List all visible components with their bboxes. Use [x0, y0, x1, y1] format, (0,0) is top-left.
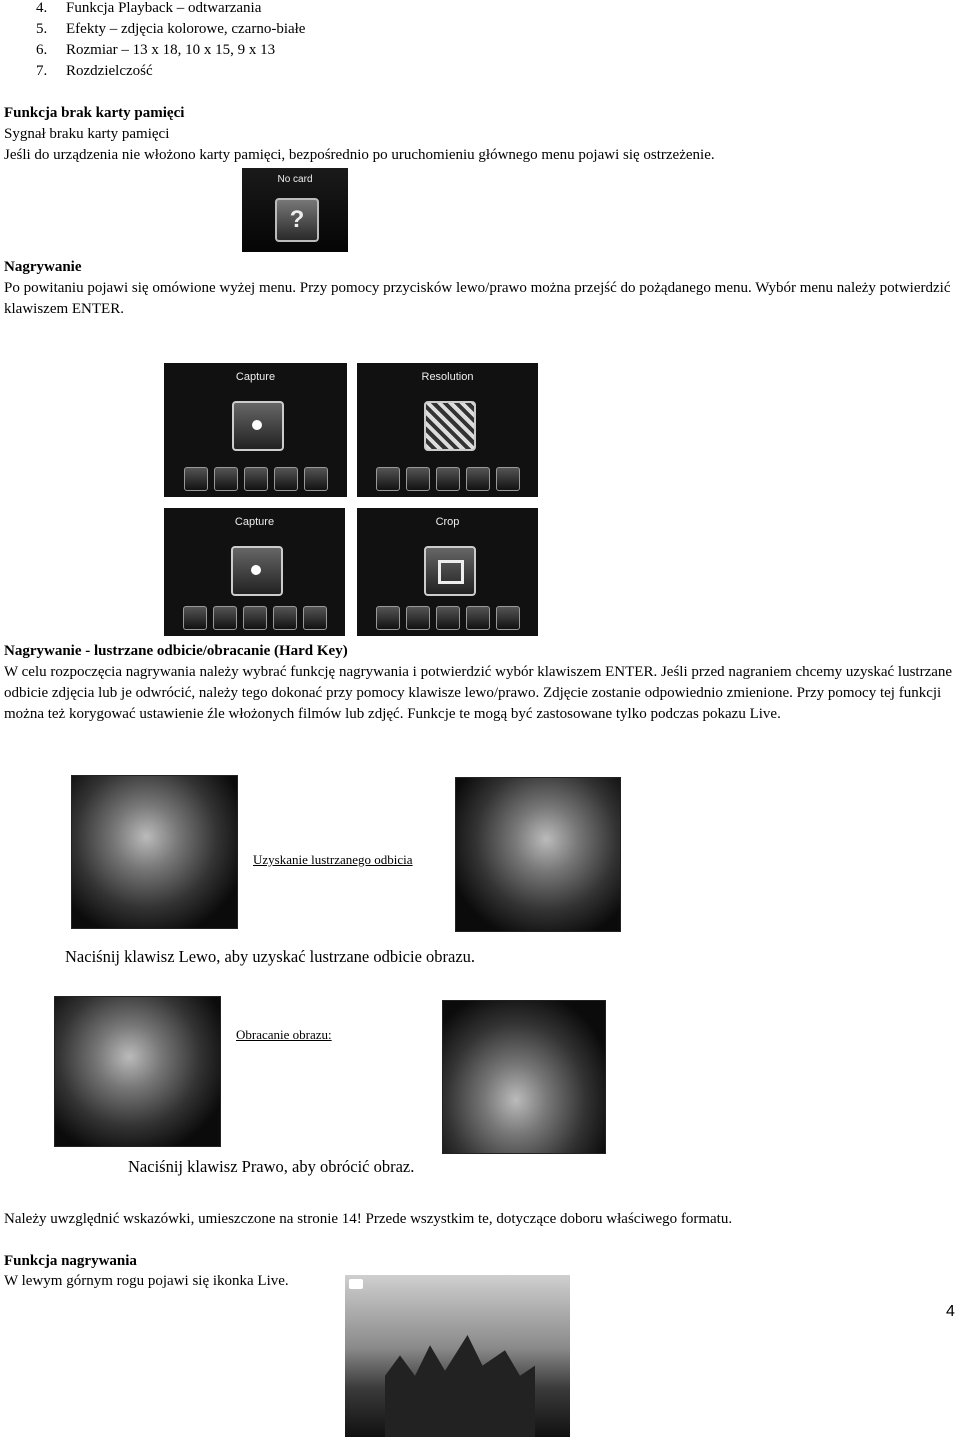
menu-icon: [496, 606, 520, 630]
mirror-link[interactable]: Uzyskanie lustrzanego odbicia: [253, 852, 413, 867]
menu-icon: [214, 467, 238, 491]
menu-title: Resolution: [421, 371, 474, 383]
section-heading-recording: Nagrywanie: [4, 259, 82, 275]
capture-icon: [232, 401, 284, 451]
dog-photo-original: [71, 775, 238, 929]
menu-icon: [496, 467, 520, 491]
no-card-label: No card: [277, 174, 313, 185]
castle-photo: [345, 1275, 570, 1437]
crop-icon: [424, 546, 476, 596]
menu-screenshot-capture: [164, 508, 345, 636]
mirror-description: W celu rozpoczęcia nagrywania należy wybrać funkcję nagrywania i potwierdzić wybór klawiszem ENTER. Jeśli przed nagraniem chcemy uzyskać lustrzane odbicie zdjęcia lub je odwrócić, należy tego dokonać przy pomocy klawisze lewo/prawo. Zdjęcie zostanie odpowiednio zmienione. Przy pomocy tej funkcji można też korygować ustawienie źle włożonych filmów lub zdjęć. Funkcje te mogą być zastosowane tylko podczas pokazu Live.: [4, 664, 953, 722]
menu-title: Crop: [435, 516, 460, 528]
menu-icon: [406, 467, 430, 491]
format-note: Należy uwzględnić wskazówki, umieszczone na stronie 14! Przede wszystkim te, dotyczące doboru właściwego formatu.: [4, 1211, 733, 1227]
menu-icon-row: [357, 467, 538, 491]
list-item: 6. Rozmiar – 13 x 18, 10 x 15, 9 x 13: [36, 42, 276, 58]
menu-screenshot-capture: [164, 363, 347, 497]
section-heading-mirror: Nagrywanie - lustrzane odbicie/obracanie (Hard Key): [4, 643, 348, 659]
menu-screenshot-crop: [357, 508, 538, 636]
menu-icon: [466, 467, 490, 491]
dog-photo-original: [54, 996, 221, 1147]
no-card-signal-text: Sygnał braku karty pamięci: [4, 126, 170, 142]
menu-icon: [466, 606, 490, 630]
menu-icon: [436, 467, 460, 491]
menu-icon: [184, 467, 208, 491]
section-heading-no-card: Funkcja brak karty pamięci: [4, 105, 185, 121]
menu-icon: [436, 606, 460, 630]
menu-icon: [243, 606, 267, 630]
record-function-description: W lewym górnym rogu pojawi się ikonka Live.: [4, 1273, 289, 1289]
menu-icon-row: [164, 467, 347, 491]
capture-icon: [231, 546, 283, 596]
no-card-description: Jeśli do urządzenia nie włożono karty pamięci, bezpośrednio po uruchomieniu głównego menu pojawi się ostrzeżenie.: [4, 147, 715, 163]
menu-icon: [304, 467, 328, 491]
rotate-link[interactable]: Obracanie obrazu:: [236, 1027, 332, 1042]
menu-screenshot-resolution: [357, 363, 538, 497]
menu-icon-row: [357, 606, 538, 630]
menu-icon: [406, 606, 430, 630]
section-heading-record-function: Funkcja nagrywania: [4, 1253, 137, 1269]
menu-icon: [183, 606, 207, 630]
menu-title: Capture: [234, 516, 275, 528]
menu-icon: [244, 467, 268, 491]
menu-icon-row: [164, 606, 345, 630]
dog-photo-mirrored: [455, 777, 621, 932]
menu-title: Capture: [235, 371, 276, 383]
list-item: 5. Efekty – zdjęcia kolorowe, czarno-białe: [36, 21, 306, 37]
list-item: 4. Funkcja Playback – odtwarzania: [36, 0, 262, 16]
menu-icon: [376, 467, 400, 491]
live-icon: [349, 1279, 363, 1289]
question-icon: ?: [275, 198, 319, 242]
no-card-screenshot: [242, 168, 348, 252]
list-item: 7. Rozdzielczość: [36, 63, 153, 79]
menu-icon: [273, 606, 297, 630]
rotate-caption: Naciśnij klawisz Prawo, aby obrócić obraz.: [128, 1157, 415, 1176]
recording-description: Po powitaniu pojawi się omówione wyżej menu. Przy pomocy przycisków lewo/prawo można przejść do pożądanego menu. Wybór menu należy potwierdzić klawiszem ENTER.: [4, 280, 951, 317]
mirror-caption: Naciśnij klawisz Lewo, aby uzyskać lustrzane odbicie obrazu.: [65, 947, 476, 966]
menu-icon: [376, 606, 400, 630]
menu-icon: [303, 606, 327, 630]
resolution-icon: [424, 401, 476, 451]
page-number: 4: [946, 1303, 955, 1320]
dog-photo-rotated: [442, 1000, 606, 1154]
menu-icon: [274, 467, 298, 491]
menu-icon: [213, 606, 237, 630]
